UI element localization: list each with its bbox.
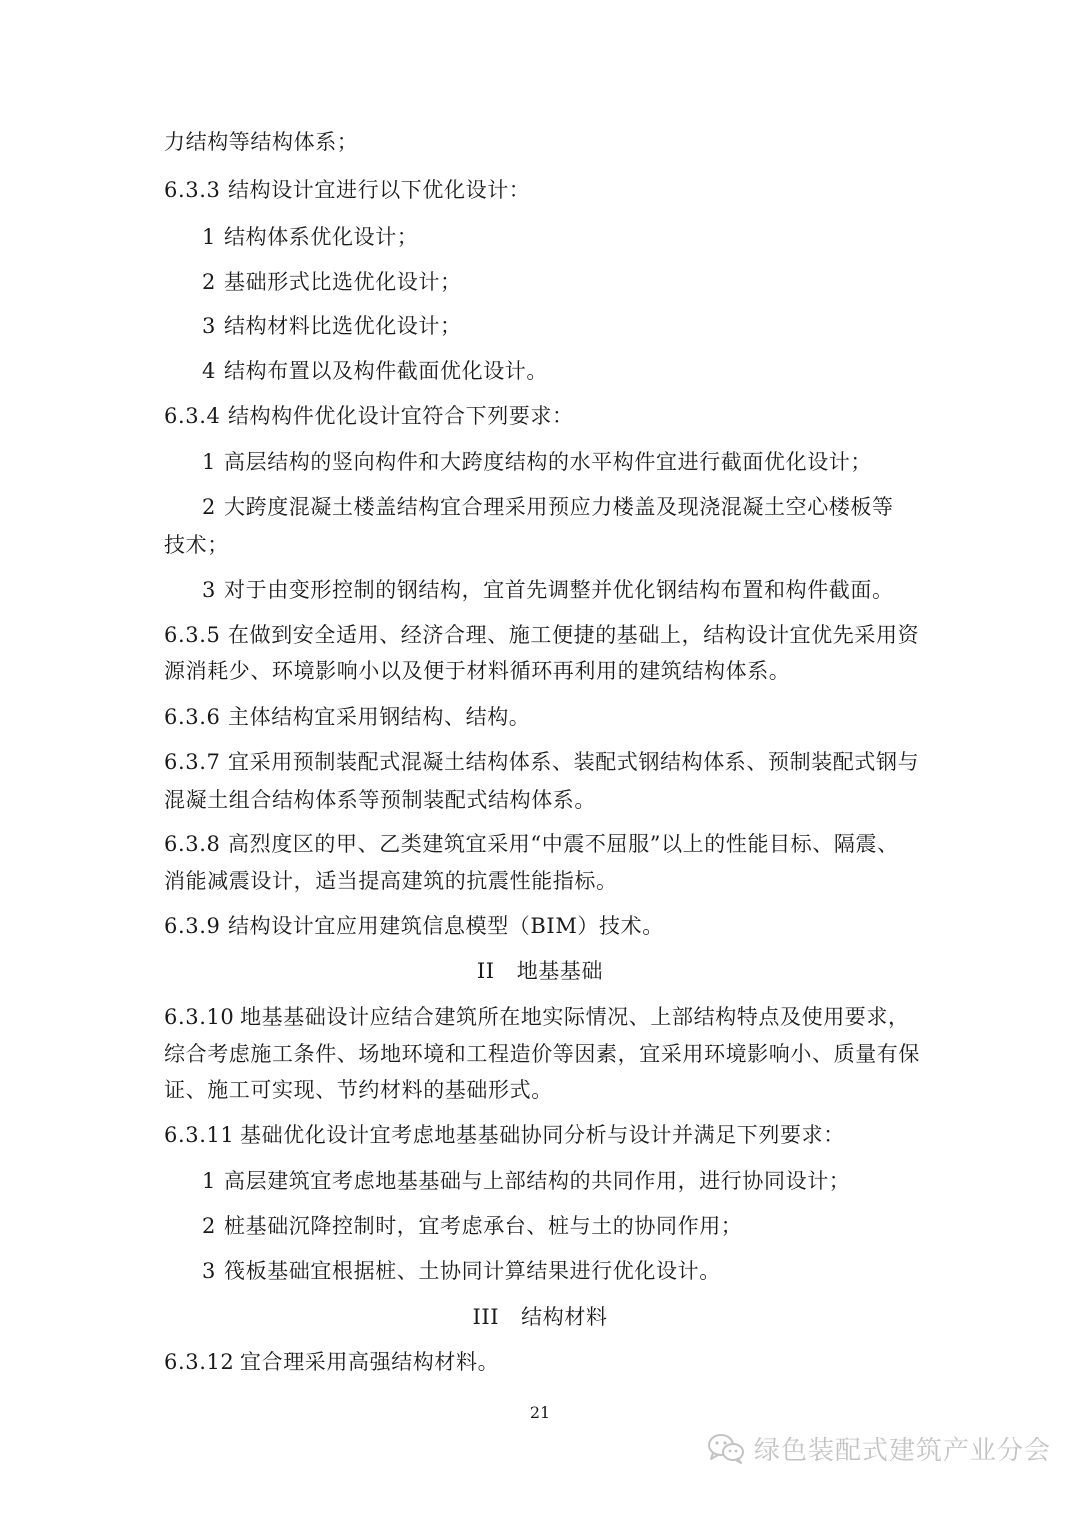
clause-number: 6.3.12 [164,1350,235,1374]
text-line: 消能减震设计，适当提高建筑的抗震性能指标。 [164,869,618,893]
clause-6-3-11: 6.3.11 基础优化设计宜考虑地基基础协同分析与设计并满足下列要求： [164,1123,845,1147]
list-item: 2 基础形式比选优化设计； [202,270,462,294]
list-item: 1 高层结构的竖向构件和大跨度结构的水平构件宜进行截面优化设计； [202,450,872,474]
text-line: 力结构等结构体系； [164,130,359,154]
clause-number: 6.3.10 [164,1005,235,1029]
clause-6-3-5: 6.3.5 在做到安全适用、经济合理、施工便捷的基础上，结构设计宜优先采用资 [164,623,920,647]
clause-number: 6.3.3 [164,178,221,202]
item-number: 2 [202,270,216,294]
clause-number: 6.3.9 [164,914,221,938]
text-line: 混凝土组合结构体系等预制装配式结构体系。 [164,788,596,812]
section-number: III [472,1305,500,1329]
watermark [706,1428,1051,1468]
page-number: 21 [529,1403,551,1422]
text-line: 综合考虑施工条件、场地环境和工程造价等因素，宜采用环境影响小、质量有保 [164,1042,920,1066]
watermark-text: 绿色装配式建筑产业分会 [754,1435,1052,1466]
item-number: 1 [202,225,216,249]
clause-6-3-10: 6.3.10 地基基础设计应结合建筑所在地实际情况、上部结构特点及使用要求， [164,1005,910,1029]
list-item: 1 结构体系优化设计； [202,225,419,249]
clause-number: 6.3.6 [164,705,221,729]
item-number: 3 [202,314,216,338]
clause-6-3-7: 6.3.7 宜采用预制装配式混凝土结构体系、装配式钢结构体系、预制装配式钢与 [164,750,920,774]
clause-6-3-6: 6.3.6 主体结构宜采用钢结构、结构。 [164,705,531,729]
list-item: 2 大跨度混凝土楼盖结构宜合理采用预应力楼盖及现浇混凝土空心楼板等 [202,495,894,519]
wechat-icon [706,1432,746,1464]
item-number: 3 [202,578,216,602]
text-line: 技术； [164,533,229,557]
list-item: 2 桩基础沉降控制时，宜考虑承台、桩与土的协同作用； [202,1214,743,1238]
item-number: 1 [202,1169,216,1193]
item-number: 4 [202,359,216,383]
clause-6-3-9: 6.3.9 结构设计宜应用建筑信息模型（BIM）技术。 [164,914,664,938]
list-item: 1 高层建筑宜考虑地基基础与上部结构的共同作用，进行协同设计； [202,1169,851,1193]
section-heading: II 地基基础 [476,959,604,983]
text-line: 源消耗少、环境影响小以及便于材料循环再利用的建筑结构体系。 [164,659,791,683]
clause-6-3-8: 6.3.8 高烈度区的甲、乙类建筑宜采用“中震不屈服”以上的性能目标、隔震、 [164,832,899,856]
clause-number: 6.3.7 [164,750,221,774]
clause-number: 6.3.4 [164,404,221,428]
item-number: 2 [202,1214,216,1238]
text-line: 证、施工可实现、节约材料的基础形式。 [164,1078,553,1102]
item-number: 1 [202,450,216,474]
item-number: 2 [202,495,216,519]
clause-number: 6.3.5 [164,623,221,647]
clause-number: 6.3.8 [164,832,221,856]
clause-6-3-3: 6.3.3 结构设计宜进行以下优化设计： [164,178,531,202]
item-number: 3 [202,1259,216,1283]
list-item: 4 结构布置以及构件截面优化设计。 [202,359,548,383]
list-item: 3 结构材料比选优化设计； [202,314,462,338]
list-item: 3 筏板基础宜根据桩、土协同计算结果进行优化设计。 [202,1259,721,1283]
section-heading: III 结构材料 [472,1305,608,1329]
list-item: 3 对于由变形控制的钢结构，宜首先调整并优化钢结构布置和构件截面。 [202,578,894,602]
clause-6-3-12: 6.3.12 宜合理采用高强结构材料。 [164,1350,500,1374]
section-number: II [476,959,495,983]
clause-number: 6.3.11 [164,1123,235,1147]
clause-6-3-4: 6.3.4 结构构件优化设计宜符合下列要求： [164,404,574,428]
